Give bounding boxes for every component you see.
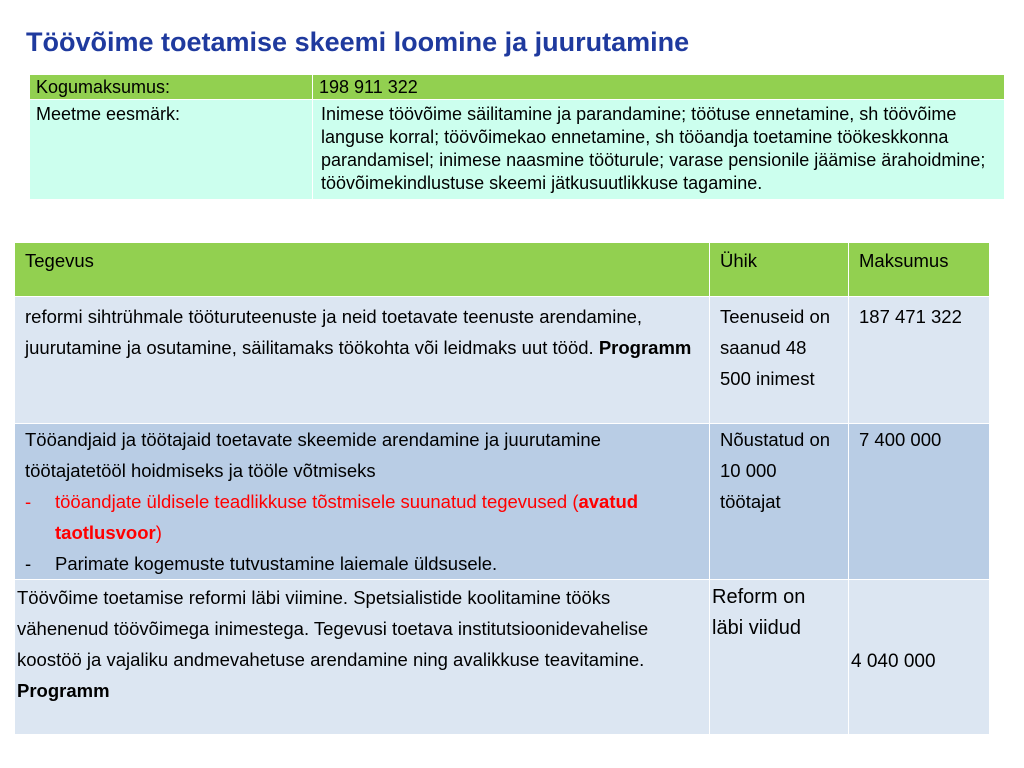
activity-text: reformi sihtrühmale tööturuteenuste ja neid toetavate teenuste arendamine, juurutamine ja osutamine, säilitamaks töökohta või leidmaks uut tööd. [25,306,643,358]
bullet-dash: - [25,553,32,574]
cost-cell [849,580,990,735]
activity-program-label: Programm [598,337,692,358]
total-cost-label: Kogumaksumus: [30,75,313,100]
table-header-row [15,243,990,297]
activity-text: Töövõime toetamise reformi läbi viimine. Spetsialistide koolitamine tööks vähenenud töövõimega inimestega. Tegevusi toetava institutsioonidevahelise koostöö ja vajaliku andmevahetuse arendamine ning avalikkuse teavitamine. [17,587,649,670]
bullet-text: tööandjate üldisele teadlikkuse tõstmisele suunatud tegevused ( [55,491,579,512]
bullet-close: ) [155,522,162,543]
goal-value: Inimese töövõime säilitamine ja parandamine; töötuse ennetamine, sh töövõime languse korral; töövõimekao ennetamine, sh tööandja toetamine töökeskkonna parandamisel; inimese naasmine tööturule; varase pensionile jäämise ärahoidmine; töövõimekindlustuse skeemi jätkusuutlikkuse tagamine. [313,100,1005,200]
goal-label: Meetme eesmärk: [30,100,313,200]
bullet-dash: - [25,491,32,512]
activity-bullet-list [25,486,701,579]
cost-cell: 7 400 000 [849,424,990,580]
table-row [15,580,990,735]
page-title: Töövõime toetamise skeemi loomine ja juurutamine [26,27,690,57]
activities-table [14,242,990,735]
activity-program-label: Programm [17,680,110,701]
summary-table [29,74,1005,200]
total-cost-row [30,75,1005,100]
activity-cell [15,580,710,735]
unit-cell: Reform on läbi viidud [710,580,849,735]
header-activity: Tegevus [15,243,710,297]
bullet-item [25,548,701,579]
cost-cell: 187 471 322 [849,297,990,424]
header-unit: Ühik [710,243,849,297]
unit-cell: Teenuseid on saanud 48 500 inimest [710,297,849,424]
goal-row [30,100,1005,200]
table-row [15,297,990,424]
table-row [15,424,990,580]
activity-text: Tööandjaid ja töötajaid toetavate skeemide arendamine ja juurutamine töötajatetööl hoidmiseks ja tööle võtmiseks [25,429,601,481]
header-cost: Maksumus [849,243,990,297]
unit-cell: Nõustatud on 10 000 töötajat [710,424,849,580]
bullet-text: Parimate kogemuste tutvustamine laiemale üldsusele. [55,553,498,574]
bullet-bold-text: avatud taotlusvoor [55,491,639,543]
cost-value: 4 040 000 [851,651,936,672]
total-cost-value: 198 911 322 [313,75,1005,100]
bullet-item [25,486,701,548]
activity-cell [15,424,710,580]
activity-cell [15,297,710,424]
